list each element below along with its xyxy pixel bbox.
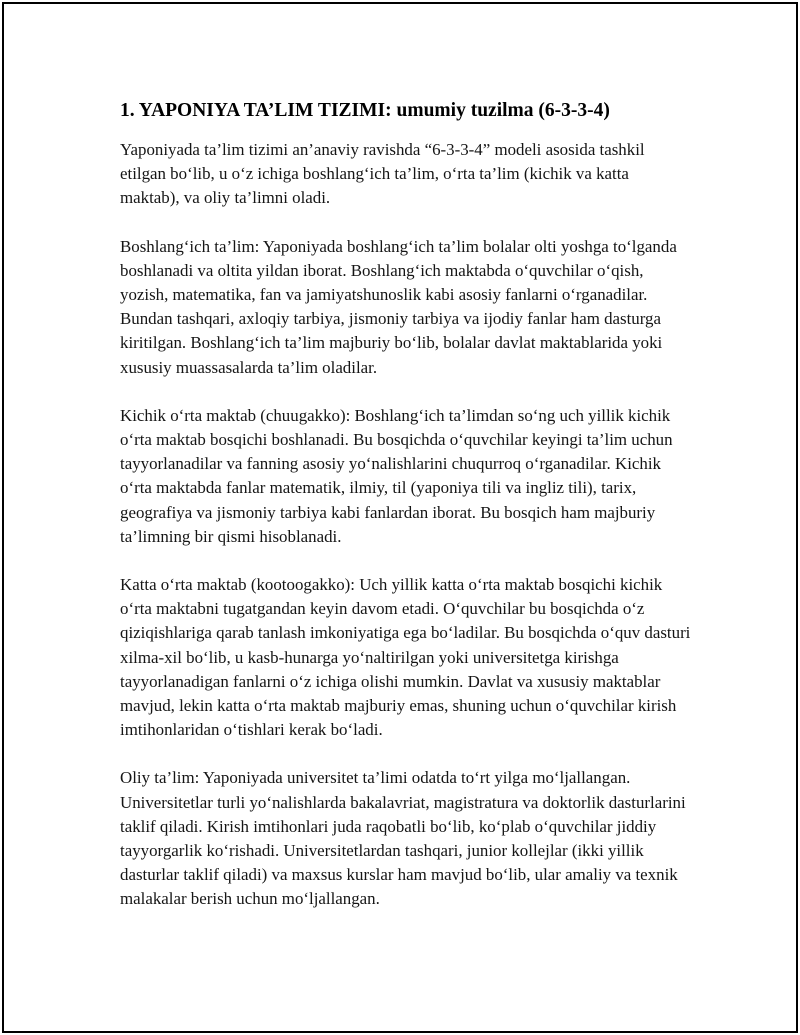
higher-education-paragraph: Oliy ta’lim: Yaponiyada universitet ta’limi odatda to‘rt yilga mo‘ljallangan. Universitetlar turli yo‘nalishlarda bakalavriat, magistratura va doktorlik dasturlarini taklif qiladi. Kirish imtihonlari juda raqobatli bo‘lib, ko‘plab o‘quvchilar jiddiy tayyorgarlik ko‘rishadi. Universitetlardan tashqari, junior kollejlar (ikki yillik dasturlar taklif qiladi) va maxsus kurslar ham mavjud bo‘lib, ular amaliy va texnik malakalar berish uchun mo‘ljallangan. (120, 768, 686, 909)
senior-high-school-paragraph: Katta o‘rta maktab (kootoogakko): Uch yillik katta o‘rta maktab bosqichi kichik o‘rta maktabni tugatgandan keyin davom etadi. O‘quvchilar bu bosqichda o‘z qiziqishlariga qarab tanlash imkoniyatiga ega bo‘ladilar. Bu bosqichda o‘quv dasturi xilma-xil bo‘lib, u kasb-hunarga yo‘naltirilgan yoki universitetga kirishga tayyorlanadigan fanlarni o‘z ichiga olishi mumkin. Davlat va xususiy maktablar mavjud, lekin katta o‘rta maktab majburiy emas, shuning uchun o‘quvchilar kirish imtihonlaridan o‘tishlari kerak bo‘ladi. (120, 575, 691, 740)
page-frame (2, 2, 798, 1033)
intro-paragraph: Yaponiyada ta’lim tizimi an’anaviy ravishda “6-3-3-4” modeli asosida tashkil etilgan bo‘lib, u o‘z ichiga boshlang‘ich ta’lim, o‘rta ta’lim (kichik va katta maktab), va oliy ta’limni oladi. (120, 140, 645, 208)
junior-high-school-paragraph: Kichik o‘rta maktab (chuugakko): Boshlang‘ich ta’limdan so‘ng uch yillik kichik o‘rta maktab bosqichi boshlanadi. Bu bosqichda o‘quvchilar keyingi ta’lim uchun tayyorlanadilar va fanning asosiy yo‘nalishlarini chuqurroq o‘rganadilar. Kichik o‘rta maktabda fanlar matematik, ilmiy, til (yaponiya tili va ingliz tili), tarix, geografiya va jismoniy tarbiya kabi fanlardan iborat. Bu bosqich ham majburiy ta’limning bir qismi hisoblanadi. (120, 405, 673, 546)
document-body (120, 98, 692, 936)
primary-education-paragraph: Boshlang‘ich ta’lim: Yaponiyada boshlang‘ich ta’lim bolalar olti yoshga to‘lganda boshlanadi va oltita yildan iborat. Boshlang‘ich maktabda o‘quvchilar o‘qish, yozish, matematika, fan va jamiyatshunoslik kabi asosiy fanlarni o‘rganadilar. Bundan tashqari, axloqiy tarbiya, jismoniy tarbiya va ijodiy fanlar ham dasturga kiritilgan. Boshlang‘ich ta’lim majburiy bo‘lib, bolalar davlat maktablarida yoki xususiy muassasalarda ta’lim oladilar. (120, 236, 677, 377)
document-heading: 1. YAPONIYA TA’LIM TIZIMI: umumiy tuzilma (6-3-3-4) (120, 100, 610, 121)
